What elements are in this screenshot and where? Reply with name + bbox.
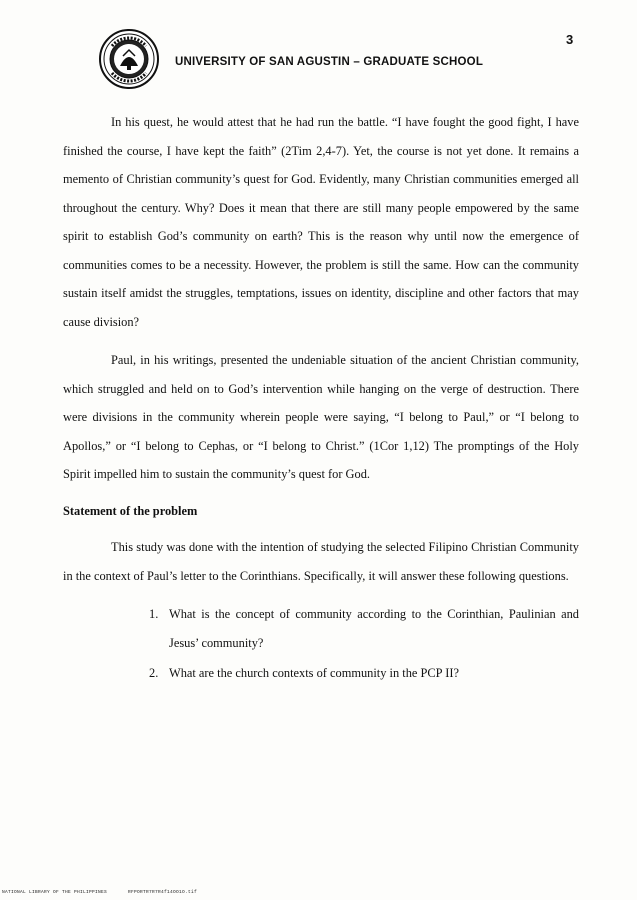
list-item-text: What are the church contexts of community in the PCP II? (169, 666, 459, 680)
section-heading: Statement of the problem (63, 503, 198, 518)
paragraph-paul: Paul, in his writings, presented the undeniable situation of the ancient Christian community, which struggled and held on to God’s intervention while hanging on the verge of destruction. There were divisions in the community wherein people were saying, “I belong to Paul,” or “I belong to Apollos,” or “I belong to Cephas, or “I belong to Christ.” (1Cor 1,12) The promptings of the Holy Spirit impelled him to sustain the community’s quest for God. (63, 353, 579, 481)
questions-list (63, 600, 579, 688)
scan-footer-stamp (2, 890, 215, 895)
list-item (149, 600, 579, 657)
list-item-number: 2. (149, 666, 159, 680)
footer-code: RFPORTR7R7R4f14OO1O.tif (128, 890, 198, 895)
paragraph-study: This study was done with the intention of studying the selected Filipino Christian Community in the context of Paul’s letter to the Corinthians. Specifically, it will answer these following questions. (63, 540, 579, 583)
document-body (63, 108, 579, 690)
list-item-text: What is the concept of community according to the Corinthian, Paulinian and Jesus’ community? (169, 607, 579, 650)
footer-library: NATIONAL LIBRARY OF THE PHILIPPINES (2, 890, 108, 895)
list-item (149, 659, 579, 688)
paragraph-quest: In his quest, he would attest that he had run the battle. “I have fought the good fight, I have finished the course, I have kept the faith” (2Tim 2,4-7). Yet, the course is not yet done. It remains a memento of Christian community’s quest for God. Evidently, many Christian communities emerged all throughout the century. Why? Does it mean that there are still many people empowered by the same spirit to establish God’s community on earth? This is the reason why until now the emergence of communities comes to be a necessity. However, the problem is still the same. How can the community sustain itself amidst the struggles, temptations, issues on identity, discipline and other factors that may cause division? (63, 115, 579, 329)
header-title: UNIVERSITY OF SAN AGUSTIN – GRADUATE SCHOOL (175, 56, 484, 68)
university-seal-logo (98, 28, 160, 90)
page-number: 3 (566, 32, 574, 47)
list-item-number: 1. (149, 607, 159, 621)
